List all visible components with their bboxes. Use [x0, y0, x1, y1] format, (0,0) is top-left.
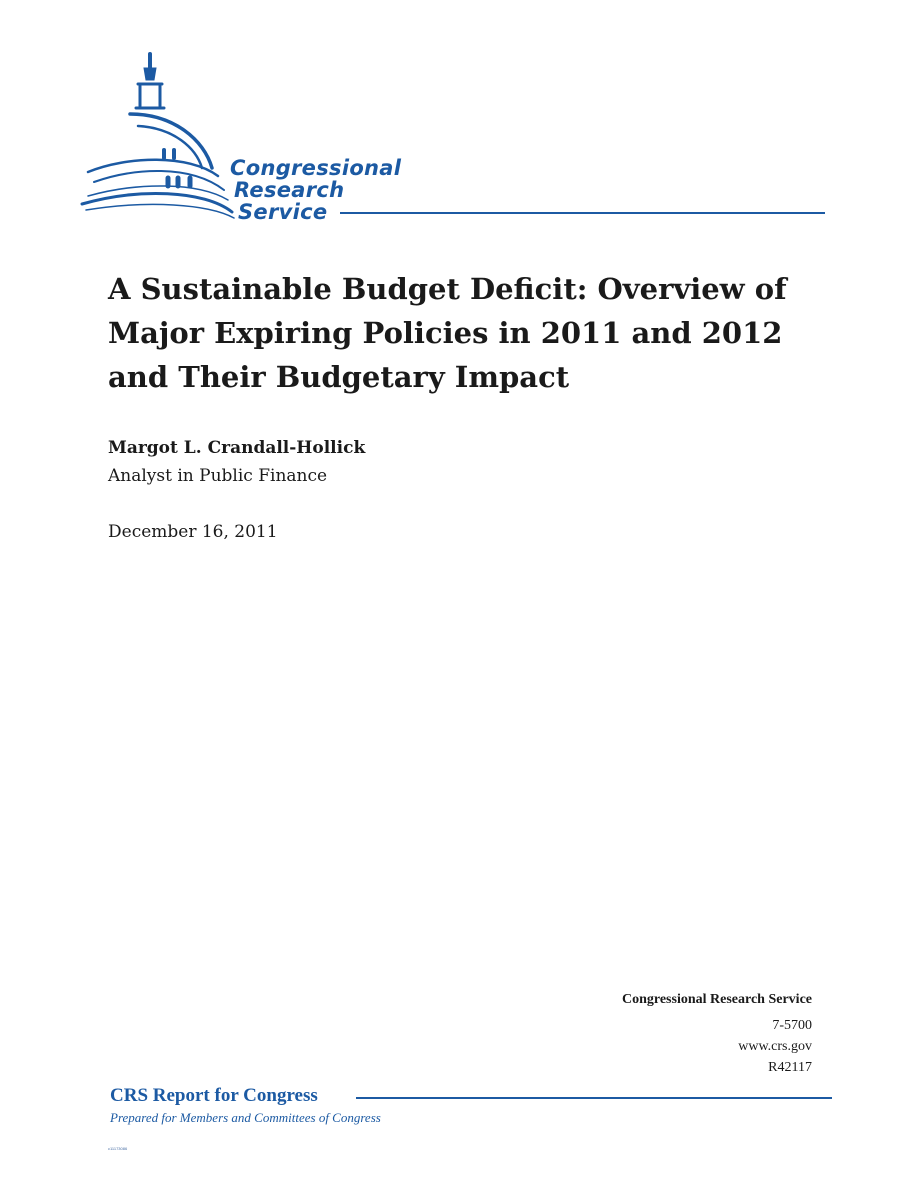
- logo-word-research: Research: [234, 178, 345, 202]
- imprint-organization: Congressional Research Service: [621, 992, 812, 1007]
- footer-rule: [356, 1097, 832, 1099]
- logo-word-service: Service: [238, 200, 328, 224]
- imprint-phone: 7-5700: [772, 1018, 812, 1033]
- report-title: A Sustainable Budget Deficit: Overview of Major Expiring Policies in 2011 and 2012 and Their Budgetary Impact: [108, 272, 787, 394]
- crs-logo: [78, 40, 838, 230]
- imprint-block: [622, 990, 812, 1078]
- author-title: Analyst in Public Finance: [108, 466, 328, 486]
- logo-word-congressional: Congressional: [230, 156, 402, 180]
- imprint-report-number: R42117: [768, 1060, 812, 1075]
- imprint-website: www.crs.gov: [738, 1039, 812, 1054]
- logo-rule: [340, 212, 825, 214]
- author-name: Margot L. Crandall-Hollick: [108, 438, 366, 458]
- footer-code: c11173086: [108, 1146, 128, 1151]
- report-date: December 16, 2011: [108, 522, 278, 542]
- footer-tagline: Prepared for Members and Committees of Congress: [110, 1110, 381, 1125]
- footer-brand: CRS Report for Congress: [110, 1085, 318, 1106]
